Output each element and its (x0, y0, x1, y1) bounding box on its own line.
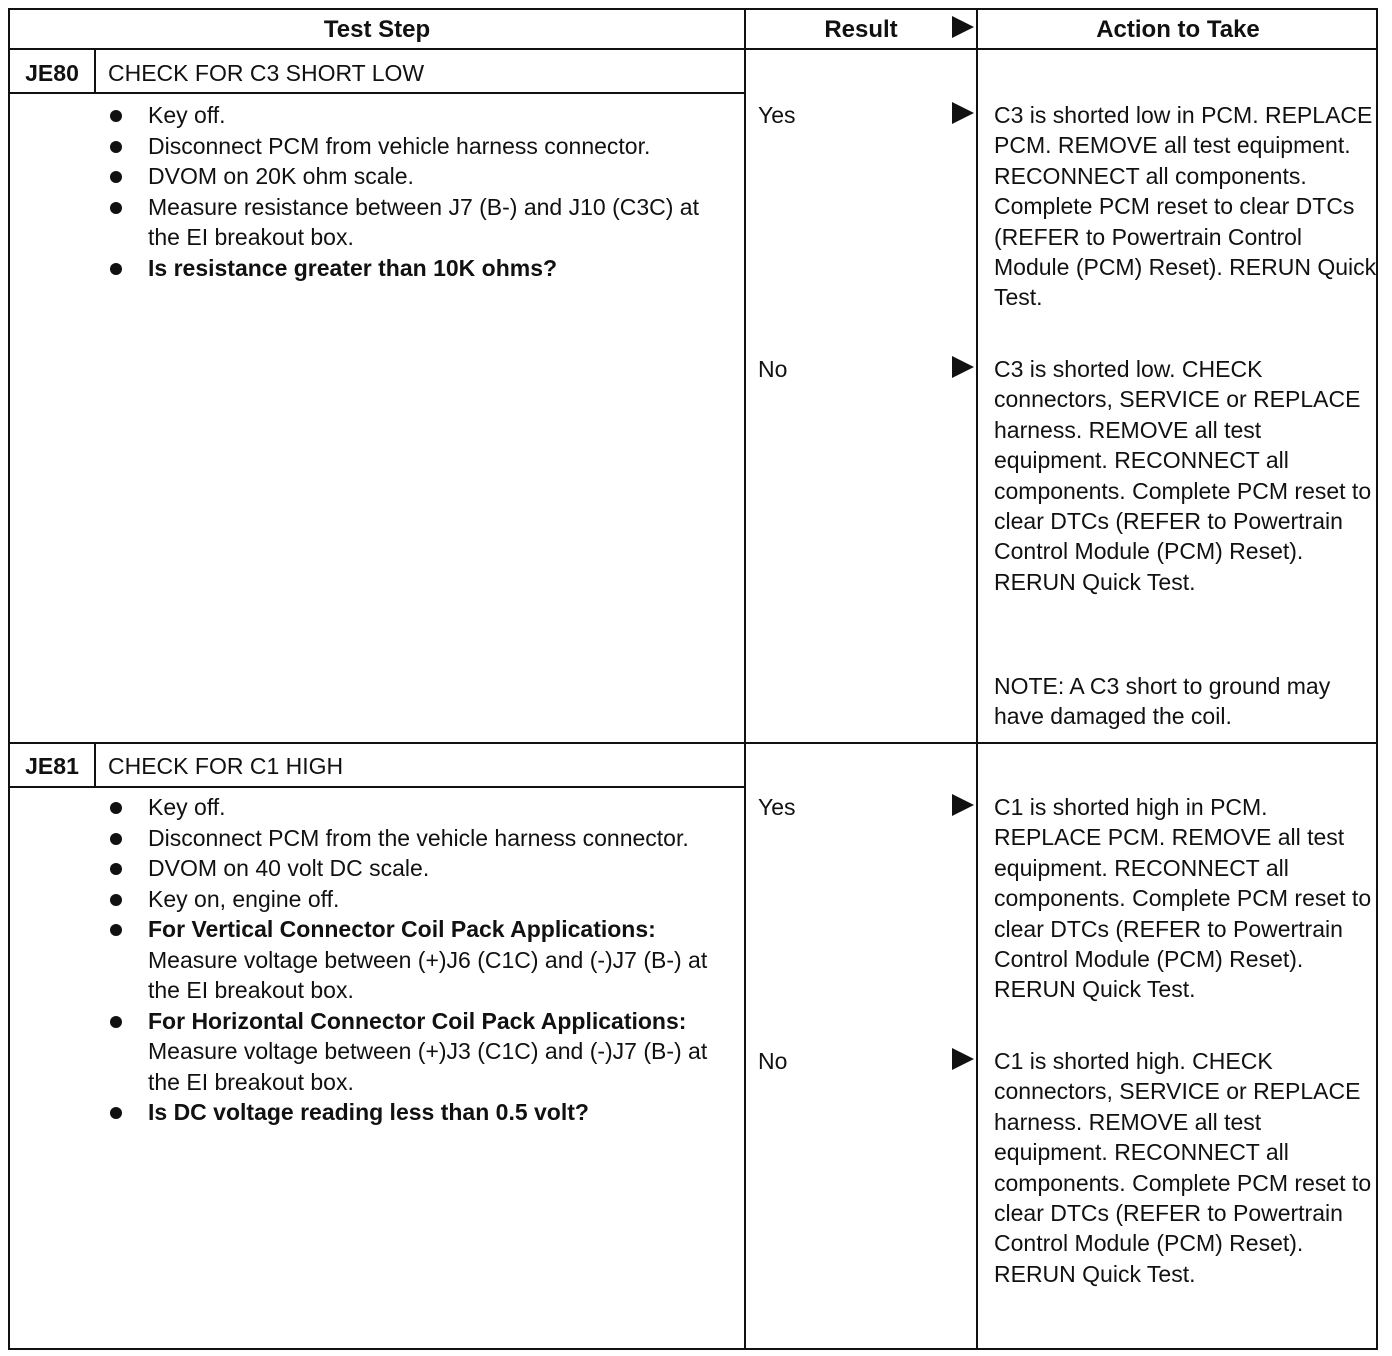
list-item-question: Is DC voltage reading less than 0.5 volt? (106, 1097, 736, 1128)
result-no: No (758, 356, 788, 382)
step-code: JE81 (25, 753, 79, 779)
code-divider (94, 50, 96, 92)
action-text: C1 is shorted high. CHECK connectors, SERVICE or REPLACE harness. REMOVE all test equipment. RECONNECT all components. Complete PCM reset to clear DTCs (REFER to Powertrain Control Module (PCM) Reset). RERUN Quick Test. (994, 1048, 1372, 1287)
step-list (106, 792, 736, 1128)
header-test-step: Test Step (323, 16, 431, 43)
list-item: DVOM on 40 volt DC scale. (106, 853, 736, 884)
header-result: Result (824, 16, 898, 43)
result-yes: Yes (758, 794, 796, 820)
result-no: No (758, 1048, 788, 1074)
arrow-icon (952, 1048, 974, 1070)
arrow-icon (952, 102, 974, 124)
horizontal-text: Measure voltage between (+)J3 (C1C) and (-)J7 (B-) at the EI breakout box. (148, 1038, 708, 1095)
list-item-question: Is resistance greater than 10K ohms? (106, 253, 736, 284)
list-item: Measure resistance between J7 (B-) and J10 (C3C) at the EI breakout box. (106, 192, 736, 253)
action-text: C1 is shorted high in PCM. REPLACE PCM. REMOVE all test equipment. RECONNECT all components. Complete PCM reset to clear DTCs (REFER to Powertrain Control Module (PCM) Reset). RERUN Quick Test. (994, 794, 1372, 1003)
header-action: Action to Take (1096, 16, 1260, 43)
list-item: Disconnect PCM from vehicle harness connector. (106, 131, 736, 162)
step-title: CHECK FOR C1 HIGH (108, 753, 344, 779)
list-item-vertical (106, 914, 736, 1006)
arrow-icon (952, 356, 974, 378)
vertical-label: For Vertical Connector Coil Pack Applications: (148, 916, 656, 942)
result-yes: Yes (758, 102, 796, 128)
diagnostic-table (8, 8, 1378, 1350)
note-text: NOTE: A C3 short to ground may have damaged the coil. (994, 673, 1331, 730)
list-item: Key on, engine off. (106, 884, 736, 915)
row-divider (10, 742, 1376, 744)
list-item-horizontal (106, 1006, 736, 1098)
action-column-divider (976, 10, 978, 1348)
list-item: Key off. (106, 792, 736, 823)
list-item: Disconnect PCM from the vehicle harness connector. (106, 823, 736, 854)
code-divider (94, 744, 96, 786)
title-divider (10, 92, 744, 94)
result-column-divider (744, 10, 746, 1348)
header-arrow-icon (952, 16, 974, 38)
vertical-text: Measure voltage between (+)J6 (C1C) and (-)J7 (B-) at the EI breakout box. (148, 946, 708, 1003)
action-text: C3 is shorted low. CHECK connectors, SERVICE or REPLACE harness. REMOVE all test equipment. RECONNECT all components. Complete PCM reset to clear DTCs (REFER to Powertrain Control Module (PCM) Reset). RERUN Quick Test. (994, 356, 1372, 595)
horizontal-label: For Horizontal Connector Coil Pack Applications: (148, 1007, 687, 1034)
step-title: CHECK FOR C3 SHORT LOW (108, 60, 425, 86)
step-code: JE80 (25, 60, 79, 86)
title-divider (10, 786, 744, 788)
action-text: C3 is shorted low in PCM. REPLACE PCM. REMOVE all test equipment. RECONNECT all components. Complete PCM reset to clear DTCs (REFER to Powertrain Control Module (PCM) Reset). RERUN Quick Test. (994, 102, 1377, 311)
list-item: Key off. (106, 100, 736, 131)
step-list (106, 100, 736, 283)
arrow-icon (952, 794, 974, 816)
header-divider (10, 48, 1376, 50)
list-item: DVOM on 20K ohm scale. (106, 161, 736, 192)
